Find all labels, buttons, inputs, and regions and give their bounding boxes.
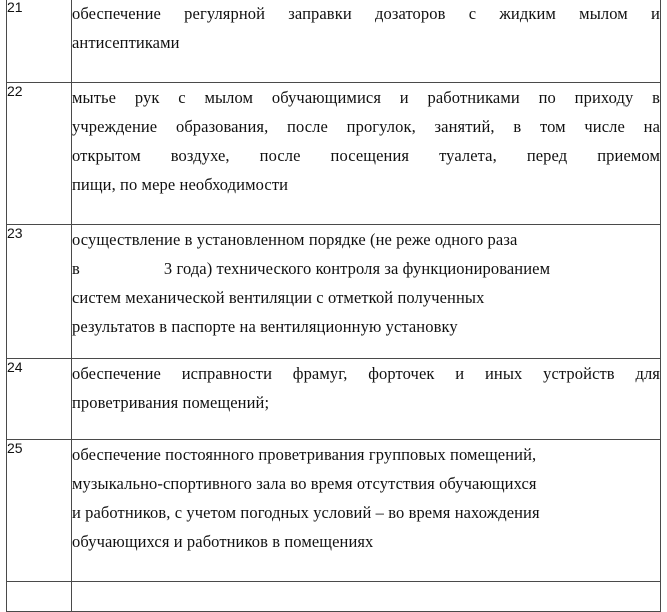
text-line: обучающихся и работников в помещениях [72,532,374,551]
text-line: открытом воздухе, после посещения туалета, перед приемом [72,146,660,165]
text-line: осуществление в установленном порядке (не реже одного раза [72,230,518,249]
table-row [7,83,661,225]
row-number: 22 [7,83,72,225]
text-line: и работников, с учетом погодных условий – во время нахождения [72,503,540,522]
text-fragment: в [72,259,80,278]
row-text [72,440,661,582]
text-line [72,254,660,283]
row-text [72,359,661,440]
text-line: музыкально-спортивного зала во время отсутствия обучающихся [72,474,537,493]
table-row [7,359,661,440]
row-number-empty [7,582,72,612]
row-number: 21 [7,0,72,83]
text-line: обеспечение регулярной заправки дозаторов с жидким мылом и [72,4,660,23]
table-row [7,440,661,582]
text-line: антисептиками [72,33,180,52]
row-text [72,83,661,225]
table-row [7,0,661,83]
text-line: обеспечение постоянного проветривания групповых помещений, [72,445,537,464]
row-text [72,225,661,359]
text-line: проветривания помещений; [72,393,270,412]
text-line: обеспечение исправности фрамуг, форточек и иных устройств для [72,364,660,383]
text-fragment: 3 года) технического контроля за функционированием [163,259,551,278]
table-row [7,225,661,359]
row-number: 25 [7,440,72,582]
text-line: пищи, по мере необходимости [72,175,289,194]
table-row [7,582,661,612]
row-number: 24 [7,359,72,440]
text-line: мытье рук с мылом обучающимися и работниками по приходу в [72,88,660,107]
text-line: систем механической вентиляции с отметкой полученных [72,288,485,307]
text-line: учреждение образования, после прогулок, занятий, в том числе на [72,117,660,136]
row-number: 23 [7,225,72,359]
row-text-empty [72,582,661,612]
row-text [72,0,661,83]
text-line: результатов в паспорте на вентиляционную установку [72,317,458,336]
measures-table [6,0,661,612]
